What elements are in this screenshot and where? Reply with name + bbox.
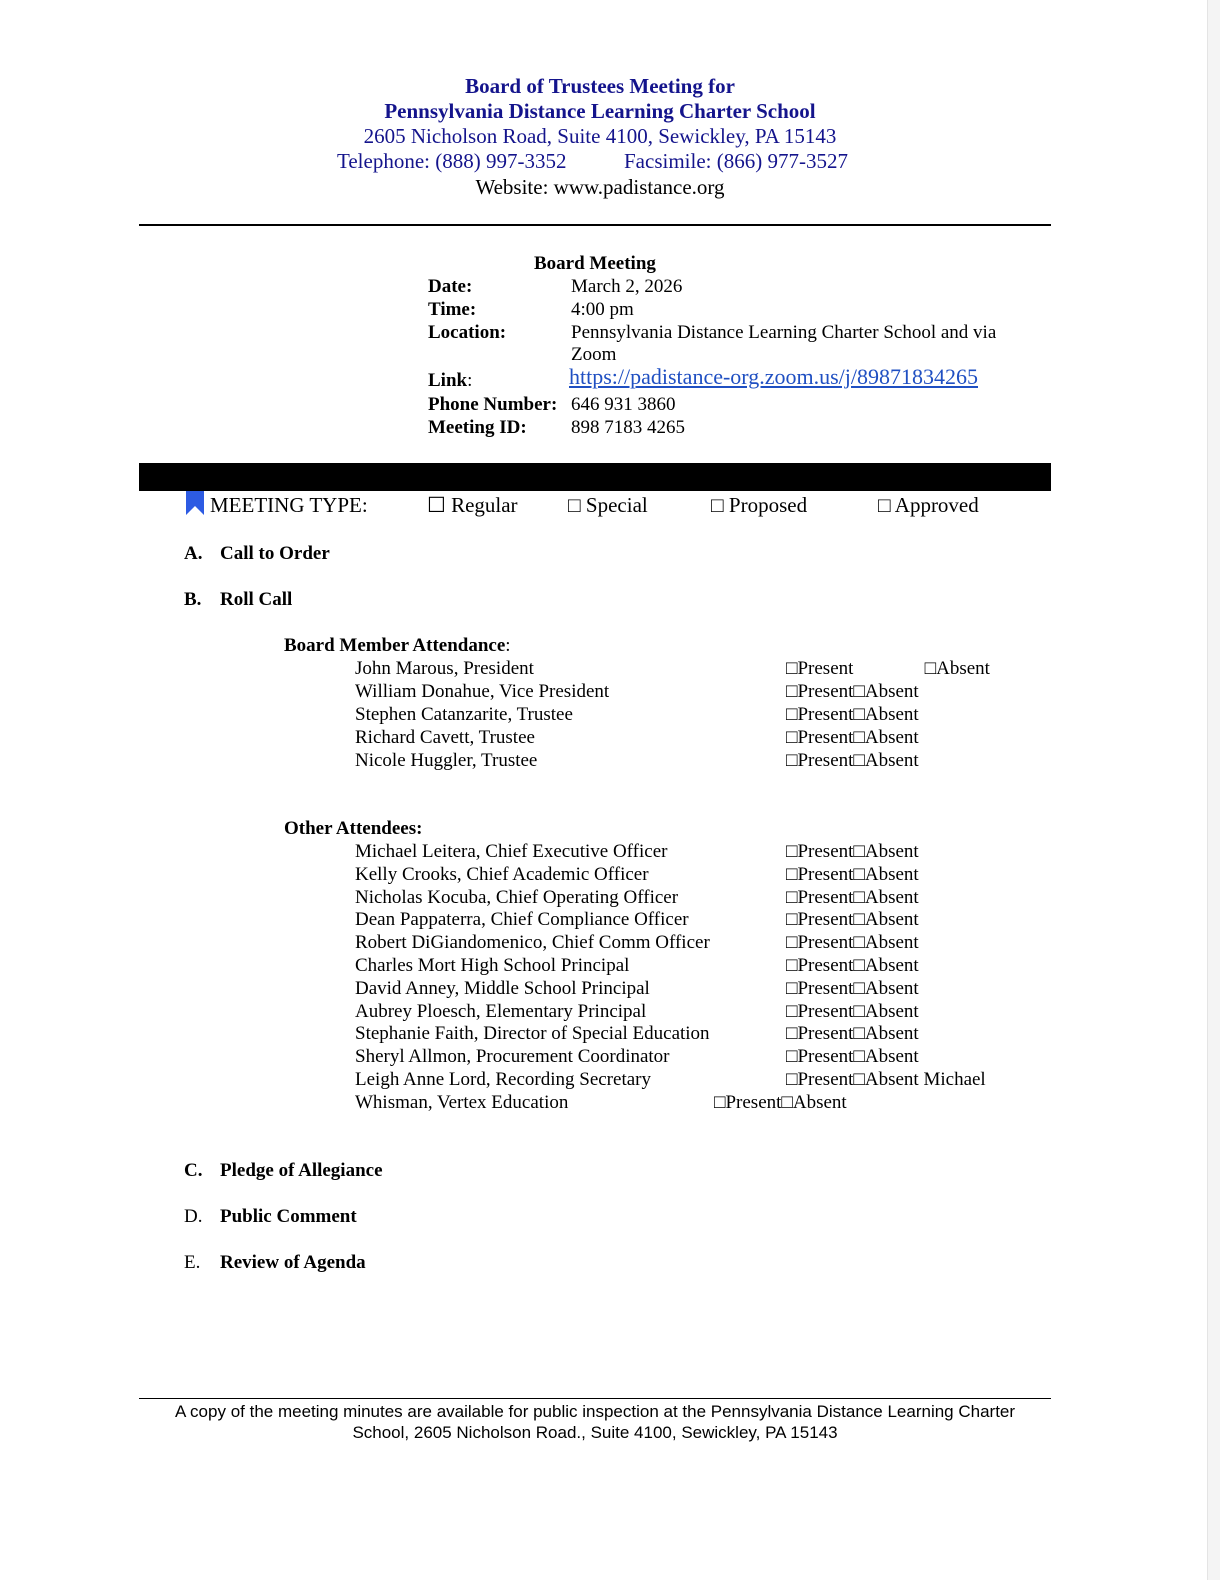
meeting-type-proposed[interactable]: □ Proposed xyxy=(711,493,808,517)
footer-divider xyxy=(139,1398,1051,1399)
attendee-name: Sheryl Allmon, Procurement Coordinator xyxy=(355,1046,670,1067)
footer-line2: School, 2605 Nicholson Road., Suite 4100, Sewickley, PA 15143 xyxy=(352,1423,838,1442)
attendee-status[interactable]: □Present□Absent xyxy=(786,1046,919,1067)
meeting-info-title: Board Meeting xyxy=(534,253,656,274)
bookmark-icon[interactable] xyxy=(186,491,204,515)
board-member-name: Nicole Huggler, Trustee xyxy=(355,750,538,771)
header-divider xyxy=(139,224,1051,226)
phone-value: 646 931 3860 xyxy=(571,394,676,415)
attendee-name: Whisman, Vertex Education xyxy=(355,1092,569,1113)
meeting-type-special[interactable]: □ Special xyxy=(568,493,648,517)
attendee-name: Nicholas Kocuba, Chief Operating Officer xyxy=(355,887,679,908)
attendee-name: Aubrey Ploesch, Elementary Principal xyxy=(355,1001,647,1022)
location-value-line2: Zoom xyxy=(571,344,617,365)
header-telephone: Telephone: (888) 997-3352 xyxy=(337,149,567,173)
attendee-status[interactable]: □Present□Absent Michael xyxy=(786,1069,986,1090)
board-member-status[interactable]: □Present□Absent xyxy=(786,727,919,748)
section-e-letter: E. xyxy=(184,1252,201,1273)
link-label-colon: : xyxy=(467,370,473,391)
board-member-status[interactable]: □Present□Absent xyxy=(786,704,919,725)
section-c-letter: C. xyxy=(184,1160,203,1181)
section-d-title: Public Comment xyxy=(220,1206,357,1227)
attendee-name: Michael Leitera, Chief Executive Officer xyxy=(355,841,668,862)
attendee-status[interactable]: □Present□Absent xyxy=(786,955,919,976)
attendee-status[interactable]: □Present□Absent xyxy=(786,909,919,930)
board-member-name: Richard Cavett, Trustee xyxy=(355,727,535,748)
header-school-name: Pennsylvania Distance Learning Charter School xyxy=(384,99,816,123)
board-attendance-title xyxy=(284,635,511,657)
attendee-status[interactable]: □Present□Absent xyxy=(786,1023,919,1044)
header-title: Board of Trustees Meeting for xyxy=(465,74,735,98)
other-attendees-title: Other Attendees: xyxy=(284,818,423,839)
location-value-line1: Pennsylvania Distance Learning Charter School and via xyxy=(571,322,997,343)
date-label: Date: xyxy=(428,276,473,297)
attendee-status[interactable]: □Present□Absent xyxy=(786,932,919,953)
board-attendance-title-text: Board Member Attendance xyxy=(284,635,506,656)
meeting-id-value: 898 7183 4265 xyxy=(571,417,685,438)
location-label: Location: xyxy=(428,322,507,343)
header-address: 2605 Nicholson Road, Suite 4100, Sewickley, PA 15143 xyxy=(363,124,837,148)
section-a-letter: A. xyxy=(184,543,203,564)
meeting-type-regular[interactable]: ☐ Regular xyxy=(427,493,518,517)
header-website: Website: www.padistance.org xyxy=(475,175,725,199)
section-e-title: Review of Agenda xyxy=(220,1252,366,1273)
attendee-name: Kelly Crooks, Chief Academic Officer xyxy=(355,864,649,885)
attendee-name: Leigh Anne Lord, Recording Secretary xyxy=(355,1069,651,1090)
section-c-title: Pledge of Allegiance xyxy=(220,1160,383,1181)
attendee-status[interactable]: □Present□Absent xyxy=(786,978,919,999)
zoom-link[interactable]: https://padistance-org.zoom.us/j/89871834265 xyxy=(569,364,978,389)
footer-line1: A copy of the meeting minutes are available for public inspection at the Pennsylvania Distance Learning Charter xyxy=(174,1402,1016,1421)
board-member-name: John Marous, President xyxy=(355,658,534,679)
section-d-letter: D. xyxy=(184,1206,203,1227)
meeting-type-approved[interactable]: □ Approved xyxy=(878,493,979,517)
attendee-name: Robert DiGiandomenico, Chief Comm Officer xyxy=(355,932,710,953)
attendee-status[interactable]: □Present□Absent xyxy=(786,841,919,862)
time-label: Time: xyxy=(428,299,477,320)
attendee-status[interactable]: □Present□Absent xyxy=(714,1092,847,1113)
attendee-name: Dean Pappaterra, Chief Compliance Officer xyxy=(355,909,689,930)
phone-label: Phone Number: xyxy=(428,394,558,415)
meeting-type-label: MEETING TYPE: xyxy=(210,493,368,517)
section-divider-bar xyxy=(139,463,1051,491)
board-member-status[interactable]: □Present □Absent xyxy=(786,658,990,679)
link-label: Link xyxy=(428,370,468,391)
attendee-status[interactable]: □Present□Absent xyxy=(786,1001,919,1022)
attendee-status[interactable]: □Present□Absent xyxy=(786,887,919,908)
section-a-title: Call to Order xyxy=(220,543,330,564)
time-value: 4:00 pm xyxy=(571,299,634,320)
board-member-status[interactable]: □Present□Absent xyxy=(786,681,919,702)
board-member-name: William Donahue, Vice President xyxy=(355,681,610,702)
date-value: March 2, 2026 xyxy=(571,276,683,297)
section-b-letter: B. xyxy=(184,589,202,610)
attendee-name: Charles Mort High School Principal xyxy=(355,955,630,976)
meeting-id-label: Meeting ID: xyxy=(428,417,527,438)
section-b-title: Roll Call xyxy=(220,589,293,610)
scrollbar-track[interactable] xyxy=(1207,0,1220,1580)
board-member-status[interactable]: □Present□Absent xyxy=(786,750,919,771)
attendee-name: Stephanie Faith, Director of Special Education xyxy=(355,1023,710,1044)
link-label-group xyxy=(428,370,472,392)
board-attendance-colon: : xyxy=(505,635,511,656)
board-member-name: Stephen Catanzarite, Trustee xyxy=(355,704,573,725)
attendee-status[interactable]: □Present□Absent xyxy=(786,864,919,885)
header-facsimile: Facsimile: (866) 977-3527 xyxy=(624,149,848,173)
attendee-name: David Anney, Middle School Principal xyxy=(355,978,650,999)
